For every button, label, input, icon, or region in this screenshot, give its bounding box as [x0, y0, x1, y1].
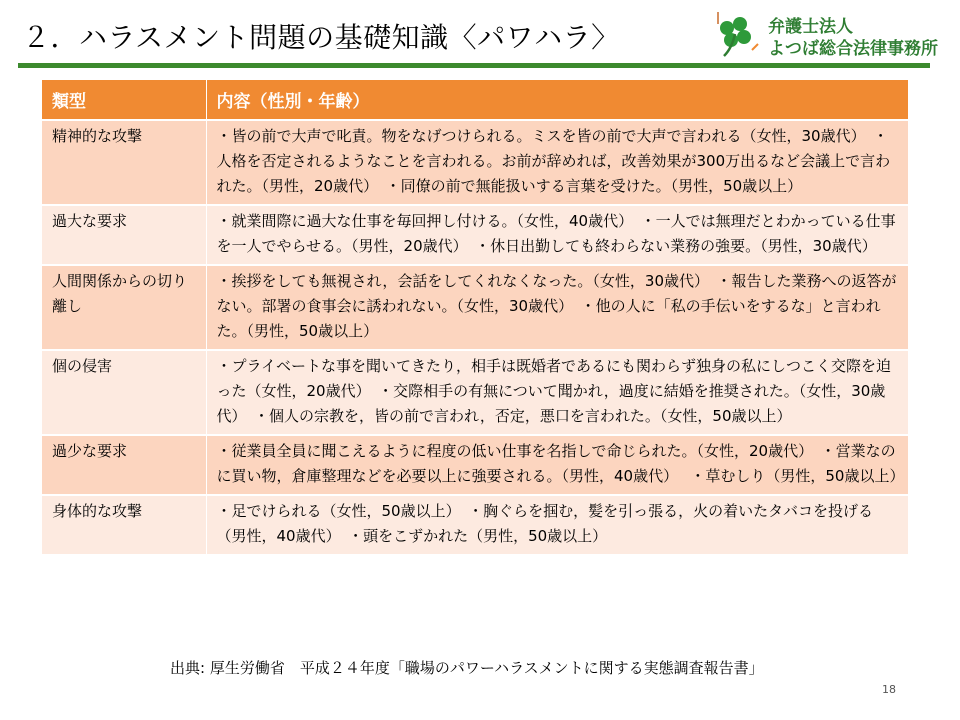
row-content: ・従業員全員に聞こえるように程度の低い仕事を名指しで命じられた。（女性，20歳代） ・営業なのに買い物，倉庫整理などを必要以上に強要される。（男性，40歳代） ・草むしり（男性，50歳以上）: [206, 435, 908, 495]
row-type: 過少な要求: [42, 435, 206, 495]
header-content: 内容（性別・年齢）: [206, 80, 908, 120]
harassment-types-table: [42, 80, 909, 556]
row-content: ・皆の前で大声で叱責。物をなげつけられる。ミスを皆の前で大声で言われる（女性，30歳代） ・人格を否定されるようなことを言われる。お前が辞めれば，改善効果が300万出るなど会議上で言われた。（男性，20歳代） ・同僚の前で無能扱いする言葉を受けた。（男性，50歳以上）: [206, 120, 908, 205]
page-number: 18: [882, 683, 896, 696]
table-row: [42, 350, 908, 435]
table-row: [42, 120, 908, 205]
table-row: [42, 495, 908, 555]
table-row: [42, 435, 908, 495]
row-content: ・挨拶をしても無視され，会話をしてくれなくなった。（女性，30歳代） ・報告した業務への返答がない。部署の食事会に誘われない。（女性，30歳代） ・他の人に「私の手伝いをするな」と言われた。（男性，50歳以上）: [206, 265, 908, 350]
row-type: 個の侵害: [42, 350, 206, 435]
row-content: ・プライベートな事を聞いてきたり，相手は既婚者であるにも関わらず独身の私にしつこく交際を迫った（女性，20歳代） ・交際相手の有無について聞かれ，過度に結婚を推奨された。（女性，30歳代） ・個人の宗教を，皆の前で言われ，否定，悪口を言われた。（女性，50歳以上）: [206, 350, 908, 435]
slide-title: ２．ハラスメント問題の基礎知識〈パワハラ〉: [22, 21, 620, 54]
header-type: 類型: [42, 80, 206, 120]
logo-line-2: よつば総合法律事務所: [768, 39, 938, 59]
citation: 出典: 厚生労働省 平成２４年度「職場のパワーハラスメントに関する実態調査報告書」: [170, 659, 764, 677]
clover-icon: [710, 10, 762, 60]
row-type: 過大な要求: [42, 205, 206, 265]
row-type: 人間関係からの切り離し: [42, 265, 206, 350]
row-type: 身体的な攻撃: [42, 495, 206, 555]
row-type: 精神的な攻撃: [42, 120, 206, 205]
logo-line-1: 弁護士法人: [768, 17, 853, 37]
row-content: ・就業間際に過大な仕事を毎回押し付ける。（女性，40歳代） ・一人では無理だとわかっている仕事を一人でやらせる。（男性，20歳代） ・休日出勤しても終わらない業務の強要。（男性，30歳代）: [206, 205, 908, 265]
table-row: [42, 205, 908, 265]
table-header-row: [42, 80, 908, 120]
logo: [710, 8, 950, 60]
table-row: [42, 265, 908, 350]
title-underline: [18, 63, 930, 68]
row-content: ・足でけられる（女性，50歳以上） ・胸ぐらを掴む，髪を引っ張る，火の着いたタバコを投げる（男性，40歳代） ・頭をこずかれた（男性，50歳以上）: [206, 495, 908, 555]
